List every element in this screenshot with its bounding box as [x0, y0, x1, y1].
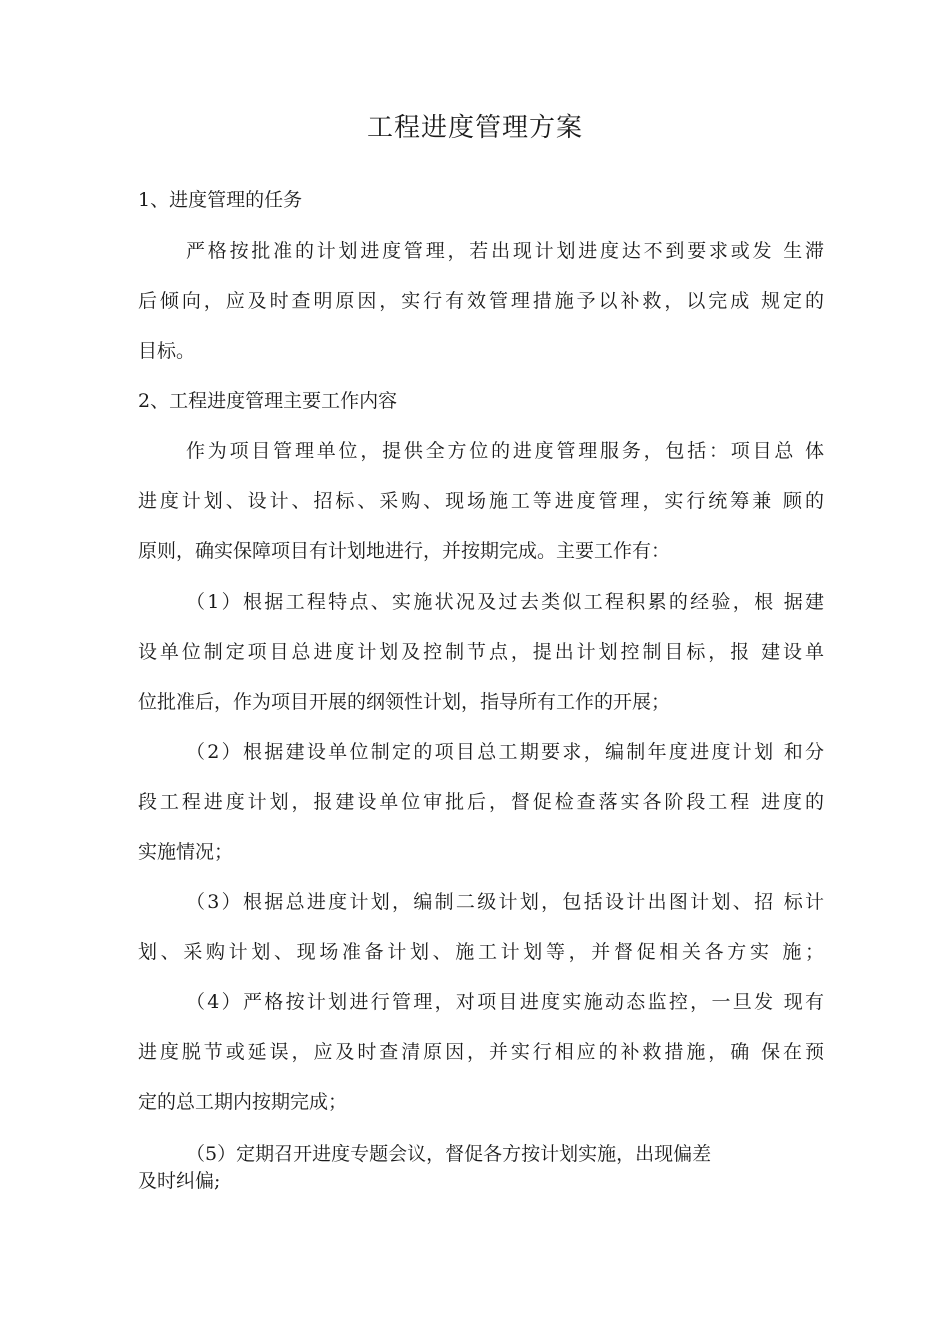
section-1-line: 后倾向，应及时查明原因，实行有效管理措施予以补救，以完成 规定的 [138, 290, 824, 312]
section-1-line: 目标。 [138, 340, 196, 362]
section-2-intro-line: 原则，确实保障项目有计划地进行，并按期完成。主要工作有： [138, 540, 671, 562]
item-4-line: （4）严格按计划进行管理，对项目进度实施动态监控，一旦发 现有 [186, 991, 824, 1013]
item-2-line: 段工程进度计划，报建设单位审批后，督促检查落实各阶段工程 进度的 [138, 791, 824, 813]
section-2-intro-line: 进度计划、设计、招标、采购、现场施工等进度管理，实行统筹兼 顾的 [138, 490, 824, 512]
section-2-intro-line: 作为项目管理单位，提供全方位的进度管理服务，包括：项目总 体 [186, 440, 824, 462]
item-4-line: 进度脱节或延误，应及时查清原因，并实行相应的补救措施，确 保在预 [138, 1041, 824, 1063]
item-1-line: 位批准后，作为项目开展的纲领性计划，指导所有工作的开展； [138, 691, 671, 713]
item-1-line: （1）根据工程特点、实施状况及过去类似工程积累的经验，根 据建 [186, 591, 824, 613]
item-3-line: （3）根据总进度计划，编制二级计划，包括设计出图计划、招 标计 [186, 891, 824, 913]
item-3-line: 划、采购计划、现场准备计划、施工计划等，并督促相关各方实 施； [138, 941, 824, 963]
item-4-line: 定的总工期内按期完成； [138, 1091, 348, 1113]
item-5-line: 及时纠偏; [138, 1170, 221, 1192]
section-2-heading: 2、工程进度管理主要工作内容 [138, 390, 398, 412]
section-1-line: 严格按批准的计划进度管理，若出现计划进度达不到要求或发 生滞 [186, 240, 824, 262]
section-1-heading: 1、进度管理的任务 [138, 189, 303, 211]
item-2-line: 实施情况； [138, 841, 234, 863]
item-1-line: 设单位制定项目总进度计划及控制节点，提出计划控制目标，报 建设单 [138, 641, 824, 663]
document-title: 工程进度管理方案 [366, 113, 583, 143]
item-2-line: （2）根据建设单位制定的项目总工期要求，编制年度进度计划 和分 [186, 741, 824, 763]
item-5-line: （5）定期召开进度专题会议，督促各方按计划实施，出现偏差 [186, 1143, 712, 1165]
